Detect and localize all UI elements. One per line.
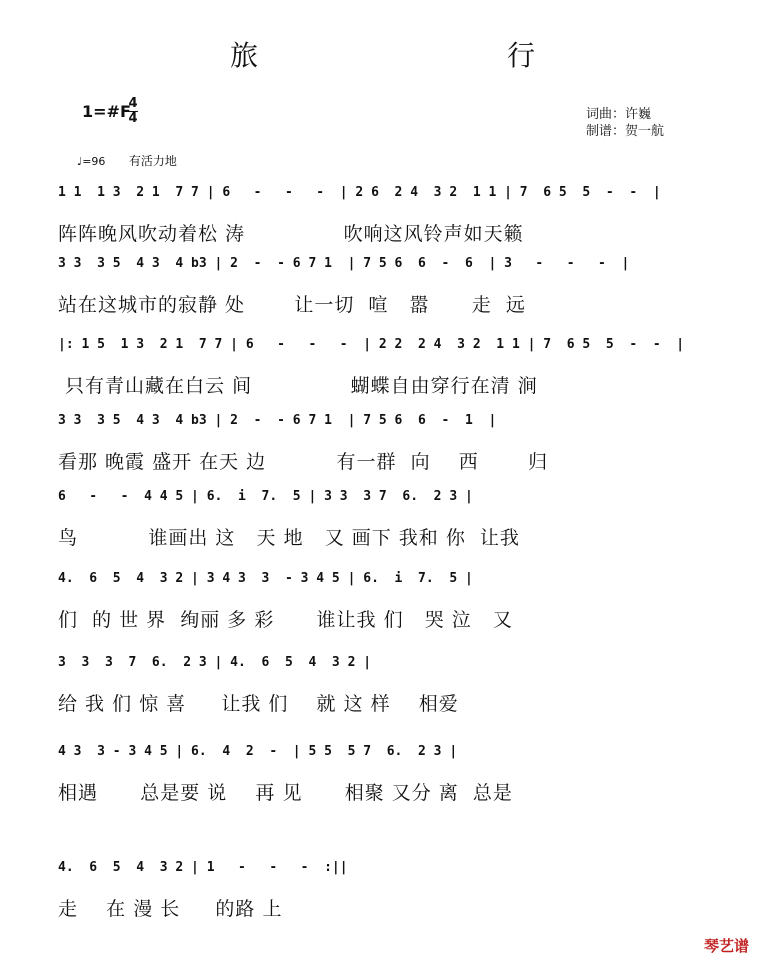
notation-line: |: 1 5 1 3 2 1 7 7 | 6 - - - | 2 2 2 4 3 2 1 1 | 7 6 5 5 - - | [58,337,685,352]
lyricist: 词曲：许巍 [586,107,652,122]
lyrics-line: 鸟 谁画出 这 天 地 又 画下 我和 你 让我 [58,527,520,549]
lyrics-line: 看那 晚霞 盛开 在天 边 有一群 向 西 归 [58,451,549,473]
score-row [58,256,698,320]
score-row [58,860,698,924]
notation-line: 3 3 3 7 6. 2 3 | 4. 6 5 4 3 2 | [58,655,372,670]
credits [586,106,664,140]
tempo-bpm: ♩=96 [77,155,106,168]
site-logo: 琴艺谱 [703,937,749,955]
lyrics-line: 阵阵晚风吹动着松 涛 吹响这风铃声如天籁 [58,223,524,245]
score-row [58,571,698,635]
score-row [58,655,698,719]
lyrics-line: 走 在 漫 长 的路 上 [58,898,283,920]
meter-top: 4 [128,96,138,111]
lyrics-line: 给 我 们 惊 喜 让我 们 就 这 样 相爱 [58,693,459,715]
key-signature: 1=#F [82,102,131,121]
notation-line: 6 - - 4 4 5 | 6. i 7. 5 | 3 3 3 7 6. 2 3 | [58,489,473,504]
notation-line: 4. 6 5 4 3 2 | 1 - - - :|| [58,860,348,875]
notation-line: 4 3 3 - 3 4 5 | 6. 4 2 - | 5 5 5 7 6. 2 3 | [58,744,458,759]
arranger: 制谱：贺一航 [586,124,665,139]
lyrics-line: 相遇 总是要 说 再 见 相聚 又分 离 总是 [58,782,513,804]
notation-line: 3 3 3 5 4 3 4 b3 | 2 - - 6 7 1 | 7 5 6 6 - 6 | 3 - - - | [58,256,630,271]
notation-line: 4. 6 5 4 3 2 | 3 4 3 3 - 3 4 5 | 6. i 7. 5 | [58,571,473,586]
notation-line: 3 3 3 5 4 3 4 b3 | 2 - - 6 7 1 | 7 5 6 6 - 1 | [58,413,497,428]
tempo-mark: 有活力地 [128,154,177,168]
lyrics-line: 们 的 世 界 绚丽 多 彩 谁让我 们 哭 泣 又 [58,609,513,631]
tempo [77,152,177,169]
score-row [58,489,698,553]
notation-line: 1 1 1 3 2 1 7 7 | 6 - - - | 2 6 2 4 3 2 1 1 | 7 6 5 5 - - | [58,185,661,200]
page-title: 旅 行 [230,39,655,72]
lyrics-line: 只有青山藏在白云 间 蝴蝶自由穿行在清 涧 [58,375,538,397]
score-row [58,337,698,401]
meter-bottom: 4 [128,111,138,126]
lyrics-line: 站在这城市的寂静 处 让一切 喧 嚣 走 远 [58,294,526,316]
score-row [58,413,698,477]
score-row [58,185,698,249]
score-row [58,744,698,808]
time-signature [128,98,138,125]
